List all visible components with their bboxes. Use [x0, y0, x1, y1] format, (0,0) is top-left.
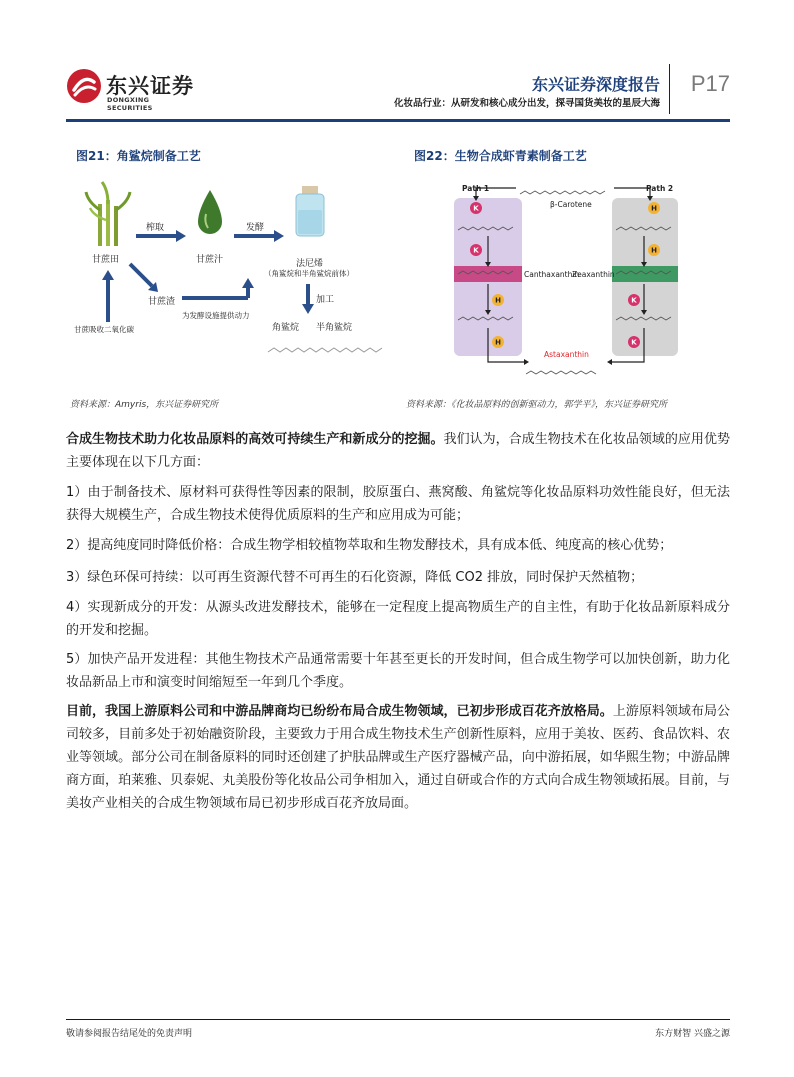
- paragraph-intro-rest: 我们认为，合成生物技术在化妆品领域的应用优势主要体现在以下几方面：: [66, 432, 730, 470]
- enzyme-h-label: H: [495, 338, 501, 347]
- enzyme-h-label: H: [495, 296, 501, 305]
- paragraph-point-2: 2）提高纯度同时降低价格：合成生物学相较植物萃取和生物发酵技术，具有成本低、纯度高的核心优势；: [66, 538, 673, 553]
- juice-drop-icon: [198, 190, 222, 234]
- figure21-diagram: [70, 180, 390, 380]
- paragraph-intro-lead: 合成生物技术助力化妆品原料的高效可持续生产和新成分的挖掘。: [66, 432, 444, 447]
- company-logo: [66, 68, 196, 112]
- enzyme-k-label: K: [631, 338, 637, 347]
- footer-slogan: 东方财智 兴盛之源: [655, 1029, 730, 1039]
- label-squalane: 角鲨烷: [272, 323, 300, 333]
- figure21-title: 图21：角鲨烷制备工艺: [76, 149, 201, 163]
- label-juice: 甘蔗汁: [196, 255, 224, 265]
- squalane-molecule: [268, 348, 382, 352]
- figure22-source: 资料来源：《化妆品原料的创新驱动力，郭学平》，东兴证券研究所: [406, 400, 668, 410]
- figure21-source: 资料来源：Amyris，东兴证券研究所: [70, 400, 219, 410]
- logo-text-en: DONGXING SECURITIES: [107, 96, 153, 112]
- header-divider: [669, 64, 670, 114]
- figure22-title: 图22：生物合成虾青素制备工艺: [414, 149, 587, 163]
- paragraph-intro: [66, 428, 730, 474]
- enzyme-k-label: K: [473, 204, 479, 213]
- label-bagasse: 甘蔗渣: [148, 297, 176, 307]
- sugarcane-icon: [86, 182, 130, 246]
- label-co2: 甘蔗吸收二氧化碳: [74, 325, 134, 334]
- paragraph-point-5: 5）加快产品开发进程：其他生物技术产品通常需要十年甚至更长的开发时间，但合成生物学可以加快创新，助力化妆品新品上市和演变时间缩短至一年到几个季度。: [66, 652, 730, 690]
- zeaxanthin-band: [612, 266, 678, 282]
- enzyme-h-label: H: [651, 204, 657, 213]
- header-rule: [66, 119, 730, 122]
- paragraph-industry-rest: 上游原料领域布局公司较多，目前多处于初始融资阶段，主要致力于用合成生物技术生产创新性原料，应用于美妆、医药、食品饮料、农业等领域。部分公司在制备原料的同时还创建了护肤品牌或生产医疗器械产品，向中游拓展，如华熙生物；中游品牌商方面，珀莱雅、贝泰妮、丸美股份等化妆品公司争相加入，通过自研或合作的方式向合成生物领域拓展。目前，与美妆产业相关的合成生物领域布局已初步形成百花齐放局面。: [66, 704, 730, 811]
- report-subtitle: 化妆品行业：从研发和核心成分出发，探寻国货美妆的星辰大海: [393, 98, 660, 109]
- label-press: 榨取: [146, 223, 165, 233]
- label-beta-carotene: β-Carotene: [550, 200, 592, 209]
- footer-disclaimer: 敬请参阅报告结尾处的免责声明: [66, 1029, 193, 1039]
- label-energy: 为发酵设施提供动力: [182, 311, 250, 320]
- footer-rule: [66, 1019, 730, 1020]
- label-hemisqualane: 半角鲨烷: [316, 323, 353, 333]
- enzyme-h-label: H: [651, 246, 657, 255]
- paragraph-industry: [66, 700, 730, 815]
- paragraph-point-3: 3）绿色环保可持续：以可再生资源代替不可再生的石化资源，降低 CO2 排放，同时保护天然植物；: [66, 570, 644, 585]
- label-path2: Path 2: [646, 184, 674, 193]
- farnesene-bottle-icon: [296, 186, 324, 236]
- label-zeaxanthin: Zeaxanthin: [572, 270, 615, 279]
- logo-text-cn: 东兴证券: [106, 74, 194, 98]
- label-ferment: 发酵: [246, 223, 265, 233]
- enzyme-k-label: K: [631, 296, 637, 305]
- report-title: 东兴证券深度报告: [531, 75, 660, 94]
- figure22-diagram: [440, 178, 690, 388]
- label-path1: Path 1: [462, 184, 490, 193]
- label-farnesene: 法尼烯: [296, 259, 324, 269]
- enzyme-k-label: K: [473, 246, 479, 255]
- page-number: P17: [690, 71, 730, 96]
- label-canthaxanthin: Canthaxanthin: [524, 270, 580, 279]
- dongxing-logo-icon: [66, 68, 102, 104]
- label-process: 加工: [316, 295, 335, 305]
- squalane-process-diagram: [70, 180, 390, 380]
- paragraph-industry-lead: 目前，我国上游原料公司和中游品牌商均已纷纷布局合成生物领域，已初步形成百花齐放格局。: [66, 704, 613, 719]
- paragraph-point-1: 1）由于制备技术、原材料可获得性等因素的限制，胶原蛋白、燕窝酸、角鲨烷等化妆品原料功效性能良好，但无法获得大规模生产，合成生物技术使得优质原料的生产和应用成为可能；: [66, 485, 730, 523]
- paragraph-point-4: 4）实现新成分的开发：从源头改进发酵技术，能够在一定程度上提高物质生产的自主性，有助于化妆品新原料成分的开发和挖掘。: [66, 600, 730, 638]
- page-header: [66, 62, 730, 120]
- label-sugarcane-field: 甘蔗田: [92, 255, 120, 265]
- label-astaxanthin: Astaxanthin: [544, 350, 589, 359]
- label-farnesene-note: （角鲨烷和半角鲨烷前体）: [264, 269, 354, 278]
